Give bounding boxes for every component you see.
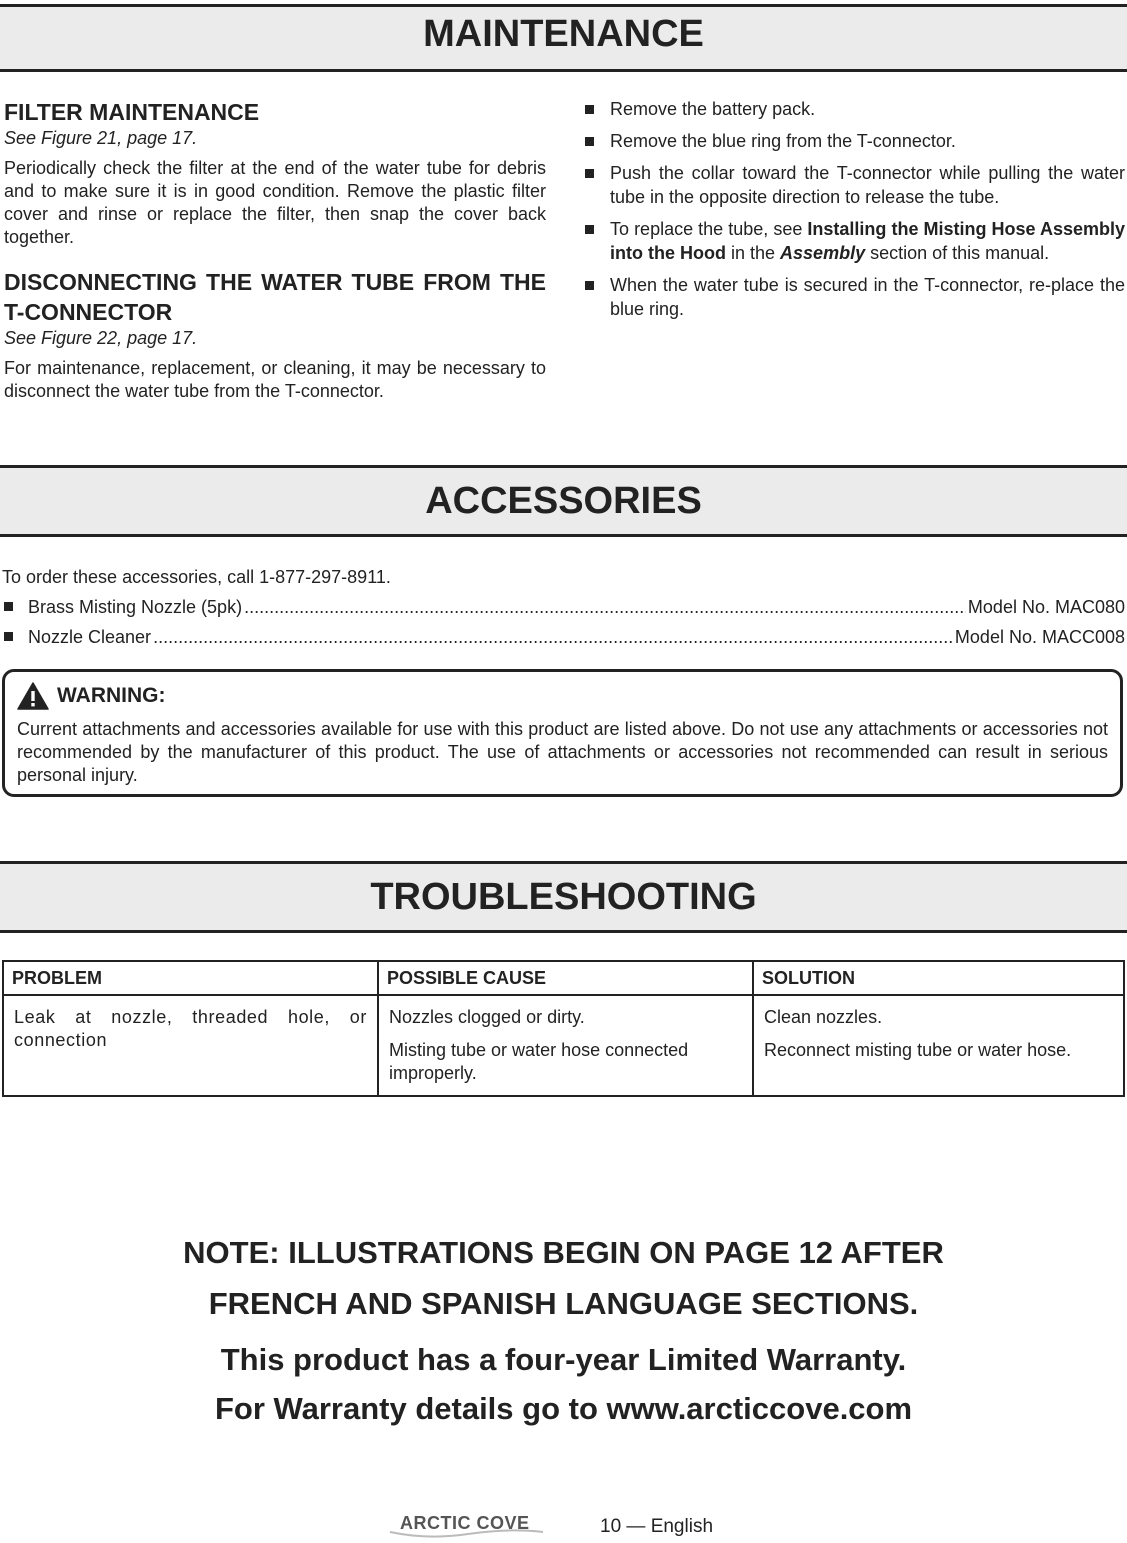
maintenance-left-column <box>4 97 546 403</box>
accessory-item <box>4 625 1125 649</box>
logo-wordmark: ARCTIC COVE <box>400 1513 530 1533</box>
filter-maintenance-body: Periodically check the filter at the end of the water tube for debris and to make sure it is in good condition. Remove the plastic filter cover and rinse or replace the filter, then snap the cover back together. <box>4 158 546 247</box>
disconnect-steps <box>584 97 1125 321</box>
warning-text: Current attachments and accessories available for use with this product are listed above. Do not use any attachments or accessories not recommended by the manufacturer of this product. The use of attachments or accessories not recommended can result in serious personal injury. <box>17 719 1108 785</box>
warning-box <box>2 669 1123 797</box>
dot-leader <box>244 595 966 619</box>
solution-text: Reconnect misting tube or water hose. <box>764 1040 1072 1060</box>
solution-text: Clean nozzles. <box>764 1007 883 1027</box>
solution-cell <box>753 995 1124 1096</box>
bullet-square <box>4 632 13 641</box>
step-item <box>584 217 1125 265</box>
filter-maintenance-title: FILTER MAINTENANCE <box>4 99 260 125</box>
column-header-solution: SOLUTION <box>753 961 1124 995</box>
arctic-cove-logo <box>388 1510 548 1543</box>
step-item <box>584 161 1125 209</box>
cause-text: Nozzles clogged or dirty. <box>389 1007 585 1027</box>
warning-triangle-icon <box>17 682 49 710</box>
problem-text: Leak at nozzle, threaded hole, or connection <box>14 1007 367 1050</box>
arctic-cove-logo-icon <box>388 1510 548 1538</box>
disconnect-title: DISCONNECTING THE WATER TUBE FROM THE T-CONNECTOR <box>4 269 546 325</box>
dot-leader <box>153 625 953 649</box>
illustrations-note-line-1: NOTE: ILLUSTRATIONS BEGIN ON PAGE 12 AFTER <box>183 1235 944 1270</box>
accessory-model: Model No. MACC008 <box>954 627 1125 647</box>
illustrations-note-line-2: FRENCH AND SPANISH LANGUAGE SECTIONS. <box>208 1286 919 1321</box>
step-item <box>584 273 1125 321</box>
step-bold-ref: Installing the Misting Hose Assembly into the Hood <box>610 219 1125 263</box>
table-row <box>3 995 1124 1096</box>
accessory-name: Brass Misting Nozzle (5pk) <box>28 597 243 617</box>
step-text: Remove the blue ring from the T-connector. <box>610 131 956 151</box>
step-text: When the water tube is secured in the T-connector, re-place the blue ring. <box>610 275 1125 319</box>
accessories-intro: To order these accessories, call 1-877-297-8911. <box>2 567 391 587</box>
warranty-note-line-1: This product has a four-year Limited Warranty. <box>220 1342 907 1377</box>
step-item <box>584 129 1125 153</box>
maintenance-right-column <box>584 97 1125 329</box>
step-text: Push the collar toward the T-connector while pulling the water tube in the opposite direction to release the tube. <box>610 163 1125 207</box>
accessories-banner <box>0 465 1127 537</box>
column-header-problem: PROBLEM <box>3 961 378 995</box>
troubleshooting-banner <box>0 861 1127 933</box>
accessory-model: Model No. MAC080 <box>967 597 1125 617</box>
step-text: section of this manual. <box>865 243 1050 263</box>
accessory-item <box>4 595 1125 619</box>
step-italic-ref: Assembly <box>780 243 866 263</box>
problem-cell <box>3 995 378 1096</box>
maintenance-heading: MAINTENANCE <box>423 13 704 55</box>
maintenance-banner <box>0 4 1127 72</box>
step-text: in the <box>725 243 781 263</box>
warranty-note-line-2: For Warranty details go to www.arcticcove.com <box>214 1391 913 1426</box>
step-text: To replace the tube, see <box>610 219 808 239</box>
page-number: 10 — English <box>600 1516 714 1537</box>
table-header-row <box>3 961 1124 995</box>
cause-cell <box>378 995 753 1096</box>
cause-text: Misting tube or water hose connected improperly. <box>389 1040 689 1083</box>
filter-maintenance-ref: See Figure 21, page 17. <box>4 128 198 148</box>
accessory-name: Nozzle Cleaner <box>28 627 152 647</box>
troubleshooting-heading: TROUBLESHOOTING <box>370 876 757 918</box>
step-text: Remove the battery pack. <box>610 99 816 119</box>
disconnect-ref: See Figure 22, page 17. <box>4 328 198 348</box>
accessories-heading: ACCESSORIES <box>425 480 702 522</box>
warning-title-row <box>17 682 1108 710</box>
column-header-cause: POSSIBLE CAUSE <box>378 961 753 995</box>
bullet-square <box>4 602 13 611</box>
troubleshooting-table <box>2 960 1125 1097</box>
disconnect-body: For maintenance, replacement, or cleaning, it may be necessary to disconnect the water tube from the T-connector. <box>4 358 546 401</box>
step-item <box>584 97 1125 121</box>
warning-title: WARNING: <box>57 684 166 707</box>
